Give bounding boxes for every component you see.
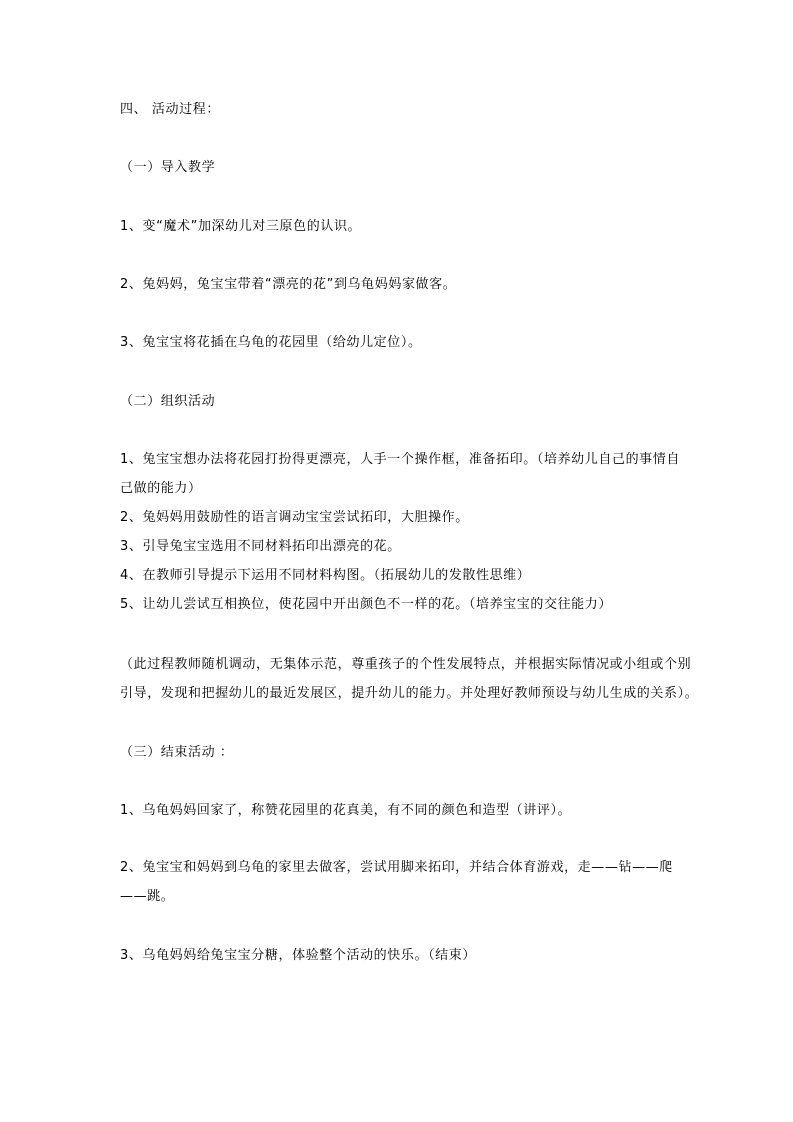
list-item: 3、引导兔宝宝选用不同材料拓印出漂亮的花。 xyxy=(120,539,401,554)
list-item: 3、兔宝宝将花插在乌龟的花园里（给幼儿定位）。 xyxy=(120,335,422,350)
process-note: （此过程教师随机调动，无集体示范，尊重孩子的个性发展特点，并根据实际情况或小组或个别 xyxy=(120,657,692,672)
list-item: 2、兔宝宝和妈妈到乌龟的家里去做客，尝试用脚来拓印，并结合体育游戏，走——钻——爬 xyxy=(120,860,673,875)
part-three-heading: （三）结束活动 ： xyxy=(120,745,234,760)
section-heading: 四、 活动过程： xyxy=(120,102,220,117)
list-item: 2、兔妈妈用鼓励性的语言调动宝宝尝试拓印，大胆操作。 xyxy=(120,510,469,525)
list-item: 1、变“魔术”加深幼儿对三原色的认识。 xyxy=(120,219,362,234)
list-item: 2、兔妈妈，兔宝宝带着“漂亮的花”到乌龟妈妈家做客。 xyxy=(120,277,457,292)
list-item: 4、在教师引导提示下运用不同材料构图。（拓展幼儿的发散性思维） xyxy=(120,568,531,583)
list-item: 5、让幼儿尝试互相换位，使花园中开出颜色不一样的花。（培养宝宝的交往能力） xyxy=(120,597,612,612)
part-one-heading: （一）导入教学 xyxy=(120,160,216,175)
list-item: 1、兔宝宝想办法将花园打扮得更漂亮，人手一个操作框，准备拓印。（培养幼儿自己的事情自 xyxy=(120,452,680,467)
list-item: 3、乌龟妈妈给兔宝宝分糖，体验整个活动的快乐。（结束） xyxy=(120,948,476,963)
list-item-continuation: ——跳。 xyxy=(120,889,175,904)
part-two-heading: （二）组织活动 xyxy=(120,394,216,409)
process-note-continuation: 引导，发现和把握幼儿的最近发展区，提升幼儿的能力。并处理好教师预设与幼儿生成的关系）。 xyxy=(120,686,699,701)
list-item-continuation: 己做的能力） xyxy=(120,481,202,496)
list-item: 1、乌龟妈妈回家了，称赞花园里的花真美，有不同的颜色和造型（讲评）。 xyxy=(120,803,572,818)
